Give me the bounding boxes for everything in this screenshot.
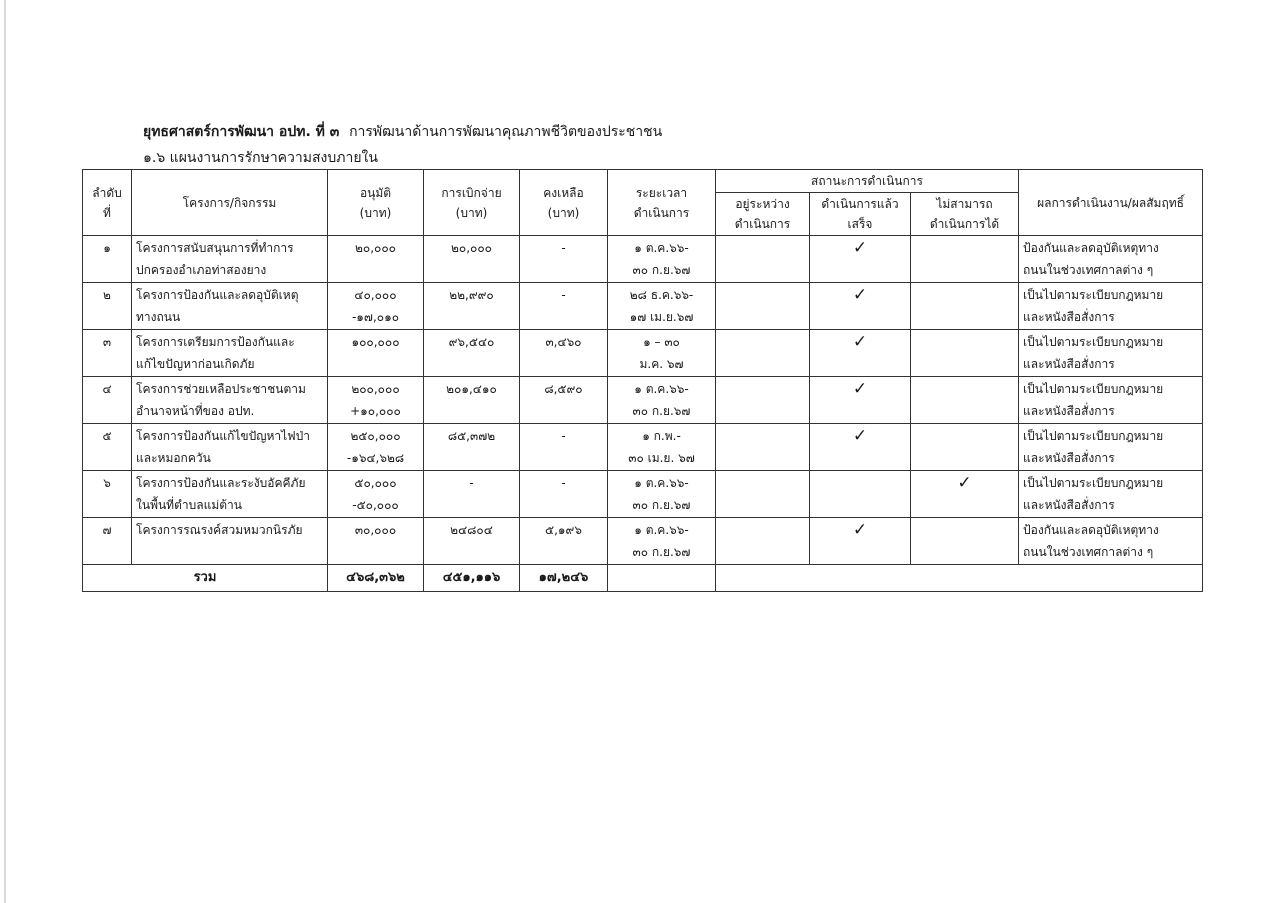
header-in-progress-line1: อยู่ระหว่าง (735, 197, 790, 211)
cell-approved (328, 518, 424, 565)
cell-disbursed: ๒๐๑,๔๑๐ (424, 377, 520, 424)
check-mark-icon: ✓ (852, 285, 868, 305)
period-line2: ๓๐ ก.ย.๖๗ (632, 263, 691, 277)
cell-order: ๗ (83, 518, 132, 565)
cell-disbursed: ๙๖,๕๔๐ (424, 330, 520, 377)
cell-status-in-progress (716, 518, 810, 565)
check-mark-icon: ✓ (852, 520, 868, 540)
cell-period (608, 518, 716, 565)
total-label: รวม (83, 565, 328, 592)
cell-status-unable (911, 471, 1019, 518)
header-order-line1: ลำดับ (92, 185, 122, 200)
approved-amount-line1: ๒๐,๐๐๐ (354, 241, 397, 255)
strategy-heading (143, 121, 662, 143)
cell-remaining: - (520, 424, 608, 471)
cell-approved (328, 330, 424, 377)
cell-remaining: - (520, 236, 608, 283)
cell-status-completed (810, 518, 911, 565)
cell-approved (328, 236, 424, 283)
header-approved-line1: อนุมัติ (359, 185, 392, 200)
check-mark-icon: ✓ (852, 238, 868, 258)
total-row (83, 565, 1203, 592)
strategy-description: การพัฒนาด้านการพัฒนาคุณภาพชีวิตของประชาชน (349, 124, 663, 140)
cell-disbursed: - (424, 471, 520, 518)
approved-amount-line1: ๔๐,๐๐๐ (354, 288, 397, 302)
cell-order: ๑ (83, 236, 132, 283)
result-line1: ป้องกันและลดอุบัติเหตุทาง (1023, 523, 1159, 537)
table-row (83, 471, 1203, 518)
cell-status-in-progress (716, 424, 810, 471)
cell-period (608, 330, 716, 377)
cell-result (1019, 236, 1203, 283)
cell-result (1019, 283, 1203, 330)
cell-result (1019, 424, 1203, 471)
approved-amount-line2: -๑๗,๐๑๐ (351, 310, 400, 324)
header-disbursed (424, 170, 520, 236)
project-table (82, 169, 1203, 592)
cell-status-completed (810, 424, 911, 471)
plan-subheading: ๑.๖ แผนงานการรักษาความสงบภายใน (143, 150, 378, 166)
approved-amount-line2: -๑๖๔,๖๒๘ (346, 451, 405, 465)
cell-status-in-progress (716, 236, 810, 283)
cell-status-in-progress (716, 283, 810, 330)
total-period-blank (608, 565, 716, 592)
cell-disbursed: ๒๐,๐๐๐ (424, 236, 520, 283)
cell-period (608, 471, 716, 518)
check-mark-icon: ✓ (852, 426, 868, 446)
header-period-line2: ดำเนินการ (633, 205, 690, 220)
cell-status-unable (911, 424, 1019, 471)
period-line2: ๓๐ ก.ย.๖๗ (632, 404, 691, 418)
cell-status-unable (911, 518, 1019, 565)
project-name-line1: โครงการรณรงค์สวมหมวกนิรภัย (136, 523, 303, 537)
check-mark-icon: ✓ (852, 379, 868, 399)
project-name-line2: อำนาจหน้าที่ของ อปท. (136, 404, 255, 418)
cell-status-completed (810, 330, 911, 377)
cell-status-unable (911, 236, 1019, 283)
cell-status-completed (810, 471, 911, 518)
cell-status-in-progress (716, 471, 810, 518)
cell-status-completed (810, 236, 911, 283)
result-line2: และหนังสือสั่งการ (1023, 498, 1115, 512)
result-line1: เป็นไปตามระเบียบกฎหมาย (1023, 382, 1164, 396)
project-name-line1: โครงการสนับสนุนการที่ทำการ (136, 241, 294, 255)
cell-period (608, 424, 716, 471)
header-remaining (520, 170, 608, 236)
header-in-progress-line2: ดำเนินการ (734, 217, 791, 231)
period-line1: ๒๘ ธ.ค.๖๖- (629, 288, 694, 302)
cell-project (132, 330, 328, 377)
result-line1: เป็นไปตามระเบียบกฎหมาย (1023, 335, 1164, 349)
approved-amount-line1: ๕๐,๐๐๐ (354, 476, 397, 490)
table-row (83, 424, 1203, 471)
header-status: สถานะการดำเนินการ (716, 170, 1019, 193)
result-line1: ป้องกันและลดอุบัติเหตุทาง (1023, 241, 1159, 255)
approved-amount-line2: -๕๐,๐๐๐ (352, 498, 399, 512)
cell-order: ๔ (83, 377, 132, 424)
check-mark-icon: ✓ (852, 332, 868, 352)
table-body (83, 236, 1203, 565)
period-line1: ๑ ต.ค.๖๖- (634, 241, 689, 255)
header-remaining-line1: คงเหลือ (543, 185, 584, 200)
total-disbursed: ๔๕๑,๑๑๖ (424, 565, 520, 592)
cell-project (132, 236, 328, 283)
cell-order: ๒ (83, 283, 132, 330)
cell-approved (328, 471, 424, 518)
cell-order: ๖ (83, 471, 132, 518)
period-line1: ๑ ต.ค.๖๖- (634, 476, 689, 490)
cell-period (608, 377, 716, 424)
cell-approved (328, 283, 424, 330)
cell-project (132, 471, 328, 518)
header-completed (810, 193, 911, 236)
period-line2: ๓๐ เม.ย. ๖๗ (628, 451, 695, 465)
header-completed-line1: ดำเนินการแล้ว (821, 197, 899, 211)
cell-remaining: - (520, 283, 608, 330)
total-status-blank (716, 565, 1203, 592)
cell-project (132, 283, 328, 330)
cell-project (132, 424, 328, 471)
period-line1: ๑ ต.ค.๖๖- (634, 523, 689, 537)
approved-amount-line1: ๒๕๐,๐๐๐ (350, 429, 401, 443)
period-line2: ๑๗ เม.ย.๖๗ (629, 310, 694, 324)
header-disbursed-line1: การเบิกจ่าย (441, 185, 502, 200)
approved-amount-line1: ๓๐,๐๐๐ (354, 523, 397, 537)
cell-result (1019, 518, 1203, 565)
result-line2: และหนังสือสั่งการ (1023, 404, 1115, 418)
header-remaining-line2: (บาท) (547, 205, 580, 220)
check-mark-icon: ✓ (957, 473, 972, 493)
cell-remaining: - (520, 471, 608, 518)
header-order (83, 170, 132, 236)
header-unable-line2: ดำเนินการได้ (929, 217, 1000, 231)
cell-order: ๓ (83, 330, 132, 377)
result-line2: ถนนในช่วงเทศกาลต่าง ๆ (1023, 263, 1154, 277)
period-line2: ๓๐ ก.ย.๖๗ (632, 545, 691, 559)
result-line2: ถนนในช่วงเทศกาลต่าง ๆ (1023, 545, 1154, 559)
table-row (83, 236, 1203, 283)
period-line1: ๑ ต.ค.๖๖- (634, 382, 689, 396)
table-row (83, 518, 1203, 565)
header-period (608, 170, 716, 236)
cell-status-unable (911, 283, 1019, 330)
result-line2: และหนังสือสั่งการ (1023, 451, 1115, 465)
cell-disbursed: ๘๕,๓๗๒ (424, 424, 520, 471)
result-line1: เป็นไปตามระเบียบกฎหมาย (1023, 429, 1164, 443)
total-approved: ๔๖๘,๓๖๒ (328, 565, 424, 592)
cell-remaining: ๘,๕๙๐ (520, 377, 608, 424)
page-edge-line (4, 0, 6, 903)
cell-disbursed: ๒๒,๙๙๐ (424, 283, 520, 330)
project-name-line2: ในพื้นที่ตำบลแม่ต้าน (136, 498, 242, 512)
cell-status-completed (810, 283, 911, 330)
cell-result (1019, 471, 1203, 518)
project-name-line1: โครงการป้องกันและลดอุบัติเหตุ (136, 288, 299, 302)
header-unable (911, 193, 1019, 236)
header-unable-line1: ไม่สามารถ (936, 197, 993, 211)
approved-amount-line1: ๑๐๐,๐๐๐ (351, 335, 400, 349)
cell-remaining: ๕,๑๙๖ (520, 518, 608, 565)
header-order-line2: ที่ (103, 205, 111, 220)
project-name-line1: โครงการเตรียมการป้องกันและ (136, 335, 295, 349)
header-in-progress (716, 193, 810, 236)
cell-order: ๕ (83, 424, 132, 471)
cell-result (1019, 377, 1203, 424)
result-line2: และหนังสือสั่งการ (1023, 310, 1115, 324)
table-row (83, 283, 1203, 330)
cell-project (132, 518, 328, 565)
header-approved-line2: (บาท) (359, 205, 392, 220)
header-result: ผลการดำเนินงาน/ผลสัมฤทธิ์ (1019, 170, 1203, 236)
cell-status-completed (810, 377, 911, 424)
header-completed-line2: เสร็จ (847, 217, 873, 231)
table-row (83, 377, 1203, 424)
cell-status-unable (911, 330, 1019, 377)
project-name-line1: โครงการช่วยเหลือประชาชนตาม (136, 382, 306, 396)
project-name-line1: โครงการป้องกันแก้ไขปัญหาไฟป่า (136, 429, 310, 443)
period-line2: ๓๐ ก.ย.๖๗ (632, 498, 691, 512)
header-project: โครงการ/กิจกรรม (132, 170, 328, 236)
table-row (83, 330, 1203, 377)
cell-result (1019, 330, 1203, 377)
period-line1: ๑ – ๓๐ (643, 335, 680, 349)
project-name-line2: และหมอกควัน (136, 451, 211, 465)
cell-status-unable (911, 377, 1019, 424)
cell-period (608, 283, 716, 330)
project-name-line2: ปกครองอำเภอท่าสองยาง (136, 263, 267, 277)
header-approved (328, 170, 424, 236)
result-line1: เป็นไปตามระเบียบกฎหมาย (1023, 288, 1164, 302)
approved-amount-line1: ๒๐๐,๐๐๐ (351, 382, 400, 396)
approved-amount-line2: +๑๐,๐๐๐ (350, 404, 401, 418)
project-name-line2: ทางถนน (136, 310, 181, 324)
cell-period (608, 236, 716, 283)
result-line2: และหนังสือสั่งการ (1023, 357, 1115, 371)
cell-disbursed: ๒๔๘๐๔ (424, 518, 520, 565)
total-remaining: ๑๗,๒๔๖ (520, 565, 608, 592)
cell-remaining: ๓,๔๖๐ (520, 330, 608, 377)
result-line1: เป็นไปตามระเบียบกฎหมาย (1023, 476, 1164, 490)
period-line1: ๑ ก.พ.- (642, 429, 681, 443)
cell-approved (328, 377, 424, 424)
period-line2: ม.ค. ๖๗ (639, 357, 684, 371)
cell-project (132, 377, 328, 424)
header-period-line1: ระยะเวลา (635, 185, 688, 200)
cell-status-in-progress (716, 377, 810, 424)
strategy-title: ยุทธศาสตร์การพัฒนา อปท. ที่ ๓ (143, 124, 340, 140)
cell-status-in-progress (716, 330, 810, 377)
header-disbursed-line2: (บาท) (455, 205, 488, 220)
cell-approved (328, 424, 424, 471)
project-name-line2: แก้ไขปัญหาก่อนเกิดภัย (136, 357, 255, 371)
project-name-line1: โครงการป้องกันและระงับอัคคีภัย (136, 476, 306, 490)
